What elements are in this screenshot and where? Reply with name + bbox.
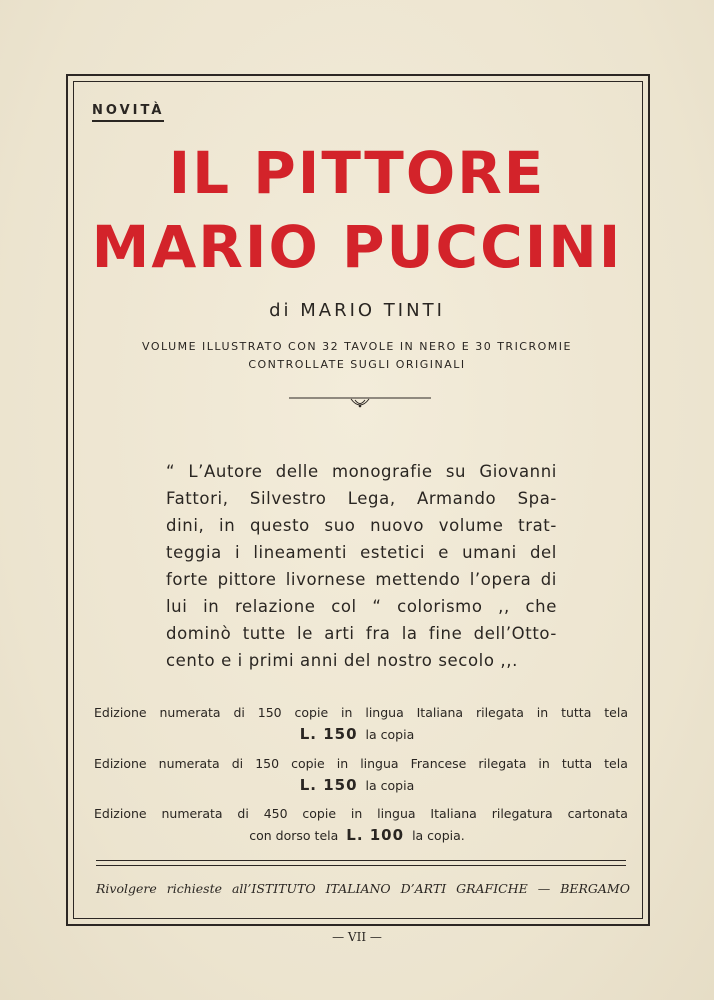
edition-3-suffix: la copia. xyxy=(412,828,465,843)
rule-top xyxy=(96,860,626,861)
word: estetici xyxy=(360,543,426,562)
word: BERGAMO xyxy=(560,881,630,896)
word: livornese xyxy=(285,570,367,589)
word: fra xyxy=(365,624,391,643)
word: numerata xyxy=(159,705,221,720)
word: umani xyxy=(462,543,517,562)
word: Edizione xyxy=(94,806,147,821)
word: 150 xyxy=(257,705,282,720)
word: delle xyxy=(275,462,319,481)
quote-line: cento e i primi anni del nostro secolo ,,. xyxy=(166,651,518,670)
word: del xyxy=(529,543,557,562)
word: in xyxy=(350,806,363,821)
word: “ xyxy=(372,597,382,616)
word: lingua xyxy=(360,756,399,771)
word: GRAFICHE xyxy=(456,881,528,896)
description-line-1: VOLUME ILLUSTRATO CON 32 TAVOLE IN NERO E 30 TRICROMIE xyxy=(142,340,572,353)
word: fine xyxy=(428,624,463,643)
quote-line xyxy=(166,566,557,593)
word: copie xyxy=(291,756,325,771)
quote-line xyxy=(166,458,557,485)
footer-contact xyxy=(96,881,630,896)
word: D’ARTI xyxy=(400,881,447,896)
novita-label: NOVITÀ xyxy=(92,103,164,122)
quote-paragraph xyxy=(166,458,557,674)
word: Giovanni xyxy=(479,462,557,481)
quote-line xyxy=(166,512,557,539)
word: dominò xyxy=(166,624,232,643)
word: copie xyxy=(294,705,329,720)
word: ITALIANO xyxy=(325,881,391,896)
word: di xyxy=(233,705,245,720)
word: col xyxy=(331,597,357,616)
word: la xyxy=(401,624,418,643)
edition-3-price-line xyxy=(0,826,714,844)
word: all’ISTITUTO xyxy=(231,881,316,896)
word: rilegata xyxy=(478,756,527,771)
word: Fattori, xyxy=(166,489,229,508)
word: in xyxy=(341,705,353,720)
word: “ xyxy=(166,462,176,481)
word: relazione xyxy=(234,597,316,616)
word: in xyxy=(203,597,220,616)
word: 150 xyxy=(255,756,280,771)
word: pittore xyxy=(217,570,277,589)
word: i xyxy=(235,543,241,562)
word: suo xyxy=(324,516,356,535)
edition-3-prefix: con dorso tela xyxy=(249,828,339,843)
word: che xyxy=(525,597,557,616)
word: Armando xyxy=(417,489,497,508)
word: rilegata xyxy=(475,705,524,720)
word: Silvestro xyxy=(249,489,327,508)
description-line-2: CONTROLLATE SUGLI ORIGINALI xyxy=(248,358,466,371)
edition-2-price-line xyxy=(0,776,714,794)
edition-1-price-line xyxy=(0,725,714,743)
word: lineamenti xyxy=(253,543,347,562)
word: numerata xyxy=(161,806,223,821)
word: di xyxy=(231,756,244,771)
edition-2-price: L. 150 xyxy=(299,776,358,794)
word: su xyxy=(445,462,467,481)
word: ,, xyxy=(498,597,510,616)
title-line-1: IL PITTORE xyxy=(168,139,546,207)
edition-2-text xyxy=(94,756,628,771)
word: richieste xyxy=(166,881,223,896)
ornament-divider xyxy=(289,395,431,413)
edition-1-price: L. 150 xyxy=(299,725,358,743)
word: monografie xyxy=(331,462,433,481)
word: nuovo xyxy=(370,516,425,535)
word: e xyxy=(438,543,449,562)
quote-line xyxy=(166,593,557,620)
word: Italiana xyxy=(416,705,464,720)
word: Rivolgere xyxy=(96,881,157,896)
edition-1-text xyxy=(94,705,628,720)
word: Edizione xyxy=(94,705,147,720)
word: dini, xyxy=(166,516,205,535)
word: tutte xyxy=(242,624,286,643)
word: teggia xyxy=(166,543,222,562)
edition-1-suffix: la copia xyxy=(365,727,415,742)
word: in xyxy=(536,705,549,720)
word: tela xyxy=(604,756,628,771)
word: in xyxy=(219,516,236,535)
word: lingua xyxy=(377,806,416,821)
word: di xyxy=(237,806,249,821)
quote-line xyxy=(166,620,557,647)
word: — xyxy=(537,881,551,896)
word: Italiana xyxy=(430,806,477,821)
word: cartonata xyxy=(567,806,628,821)
word: in xyxy=(336,756,349,771)
word: questo xyxy=(249,516,310,535)
word: 450 xyxy=(263,806,288,821)
author-byline: di MARIO TINTI xyxy=(269,300,445,321)
word: Francese xyxy=(410,756,467,771)
word: Lega, xyxy=(347,489,396,508)
word: di xyxy=(540,570,557,589)
word: L’Autore xyxy=(188,462,263,481)
word: Spa- xyxy=(517,489,557,508)
word: trat- xyxy=(518,516,557,535)
page-number: — VII — xyxy=(332,930,382,944)
word: copie xyxy=(302,806,337,821)
word: lui xyxy=(166,597,188,616)
word: rilegatura xyxy=(491,806,553,821)
word: colorismo xyxy=(397,597,483,616)
edition-2-suffix: la copia xyxy=(365,778,415,793)
word: dell’Otto- xyxy=(473,624,557,643)
word: in xyxy=(538,756,550,771)
word: volume xyxy=(438,516,504,535)
word: numerata xyxy=(158,756,220,771)
word: tutta xyxy=(561,756,593,771)
word: arti xyxy=(324,624,355,643)
quote-line xyxy=(166,539,557,566)
quote-line xyxy=(166,485,557,512)
word: l’opera xyxy=(469,570,532,589)
edition-3-text xyxy=(94,806,628,821)
word: lingua xyxy=(365,705,404,720)
word: forte xyxy=(166,570,209,589)
rule-bottom xyxy=(96,865,626,866)
word: tutta xyxy=(561,705,592,720)
word: le xyxy=(297,624,313,643)
word: Edizione xyxy=(94,756,147,771)
word: mettendo xyxy=(375,570,461,589)
word: tela xyxy=(604,705,628,720)
title-line-2: MARIO PUCCINI xyxy=(91,213,623,281)
edition-3-price: L. 100 xyxy=(346,826,405,844)
